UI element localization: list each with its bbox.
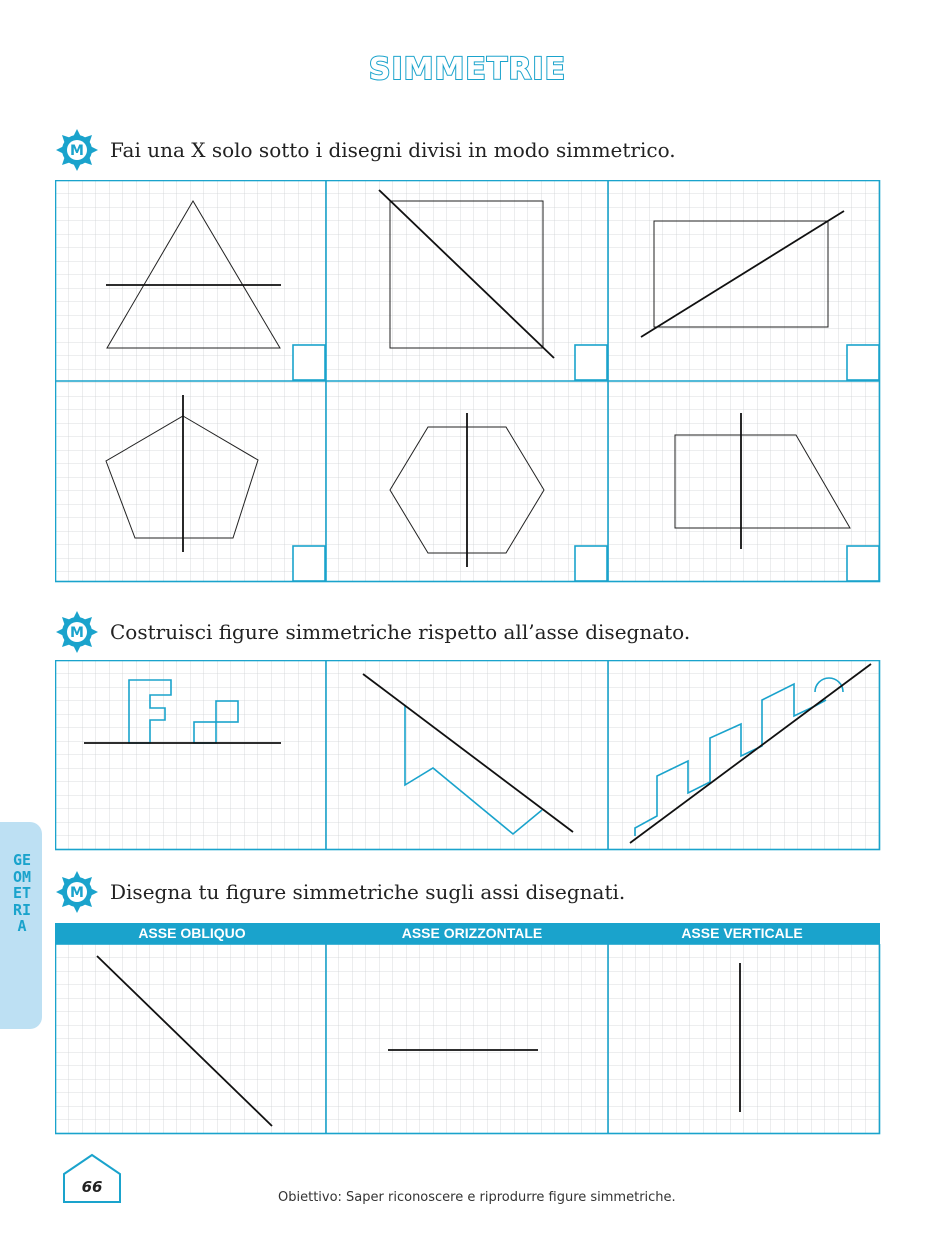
instruction-text: Disegna tu figure simmetriche sugli assi disegnati. [110,880,626,904]
badge-icon [54,127,100,173]
exercise-1-grid [55,180,881,584]
instruction-text: Costruisci figure simmetriche rispetto all’asse disegnato. [110,620,691,644]
exercise-2-instruction [54,609,690,655]
instruction-text: Fai una X solo sotto i disegni divisi in modo simmetrico. [110,138,676,162]
header-asse-orizzontale: ASSE ORIZZONTALE [401,925,543,941]
answer-box[interactable] [575,345,607,380]
answer-box[interactable] [575,546,607,581]
page-title: SIMMETRIE [368,52,567,87]
exercise-3-instruction [54,869,625,915]
exercise-3-grid[interactable] [55,944,881,1136]
side-tab-label: GEOMETRIA [12,851,32,935]
header-asse-verticale: ASSE VERTICALE [681,925,803,941]
badge-icon [54,869,100,915]
svg-text:M: M [70,143,84,159]
exercise-1-instruction [54,127,676,173]
badge-icon [54,609,100,655]
svg-text:M: M [70,625,84,641]
exercise-2-grid [55,660,881,852]
footer-objective: Obiettivo: Saper riconoscere e riprodurre figure simmetriche. [278,1190,676,1205]
header-asse-obliquo: ASSE OBLIQUO [138,925,246,941]
answer-box[interactable] [293,546,325,581]
answer-box[interactable] [847,345,879,380]
page-number: 66 [81,1178,103,1196]
svg-text:M: M [70,885,84,901]
answer-box[interactable] [293,345,325,380]
answer-box[interactable] [847,546,879,581]
